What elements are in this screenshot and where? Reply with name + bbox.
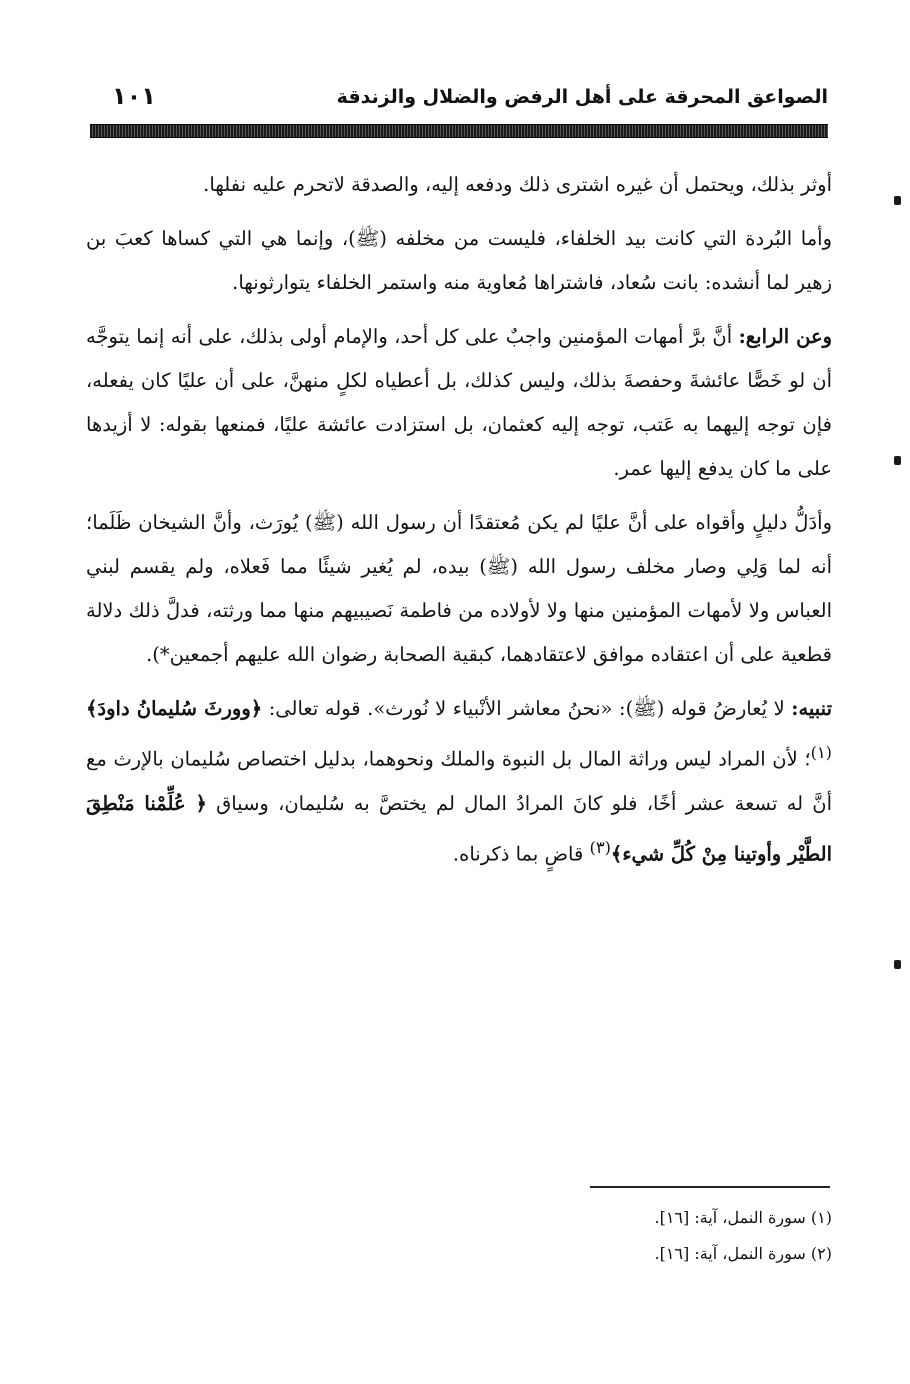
body-text xyxy=(86,163,832,886)
notice-lead: تنبيه: xyxy=(791,697,832,720)
margin-mark-2 xyxy=(894,456,901,465)
paragraph-lead: وعن الرابع: xyxy=(738,325,832,348)
notice-text-before: لا يُعارضُ قوله (ﷺ): «نحنُ معاشر الأنْبياء لا نُورث». قوله تعالى: xyxy=(262,697,792,720)
paragraph-1 xyxy=(86,163,832,207)
paragraph-3 xyxy=(86,315,832,491)
notice-text-after: قاضٍ بما ذكرناه. xyxy=(452,842,590,865)
paragraph-2 xyxy=(86,217,832,305)
paragraph-text: وأدَلُّ دليلٍ وأقواه على أنَّ عليًا لم يكن مُعتقدًا أن رسول الله (ﷺ) يُورَث، وأنَّ الشيخان ظَلَما؛ أنه لما وَلِي وصار مخلف رسول الله (ﷺ) بيده، لم يُغير شيئًا مما فَعلاه، ولم يقسم لبني العباس ولا لأمهات المؤمنين منها ولا لأولاده من فاطمة نَصيبيهم منها مما ورثته، فدلَّ ذلك دلالة قطعية على أن اعتقاده موافق لاعتقادهما، كبقية الصحابة رضوان الله عليهم أجمعين*). xyxy=(86,511,833,666)
running-header xyxy=(90,80,828,122)
margin-mark-1 xyxy=(894,196,901,205)
margin-mark-3 xyxy=(894,960,901,969)
quran-verse-2: ﴿ عُلِّمْنا مَنْطِقَ الطَّيْر وأوتينا مِنْ كُلِّ شيء﴾ xyxy=(86,791,832,865)
paragraph-text: وأما البُردة التي كانت بيد الخلفاء، فليست من مخلفه (ﷺ)، وإنما هي التي كساها كعبَ بن زهير لما أنشده: بانت سُعاد، فاشتراها مُعاوية منه واستمر الخلفاء يتوارثونها. xyxy=(86,227,832,294)
quran-verse-1: ﴿وورثَ سُليمانُ داودَ﴾ xyxy=(86,697,263,720)
footnotes xyxy=(500,1200,832,1272)
paragraph-notice xyxy=(86,687,832,876)
paragraph-text: أوثر بذلك، ويحتمل أن غيره اشترى ذلك ودفعه إليه، والصدقة لاتحرم عليه نفلها. xyxy=(203,173,832,196)
footnote-2: (٢) سورة النمل، آية: [١٦]. xyxy=(654,1244,832,1263)
page-number: ١٠١ xyxy=(112,82,156,110)
notice-text-middle: ؛ لأن المراد ليس وراثة المال بل النبوة والملك ونحوهما، بدليل اختصاص سُليمان بالإرث مع أنَّ له تسعة عشر أخًا، فلو كانَ المرادُ المال لم يختصَّ به سُليمان، وسياق xyxy=(86,747,832,815)
footnote-ref-2: (٣) xyxy=(589,837,611,857)
footnote-separator xyxy=(590,1186,830,1188)
book-title: الصواعق المحرقة على أهل الرفض والضلال والزندقة xyxy=(336,86,828,108)
header-rule xyxy=(90,124,828,138)
paragraph-text: أنَّ برَّ أمهات المؤمنين واجبٌ على كل أحد، والإمام أولى بذلك، على أنه إنما يتوجَّه أن لو خَصًّا عائشةَ وحفصةَ بذلك، وليس كذلك، بل أعطياه لكلٍ منهنَّ، على أن عليًا كان يفعله، فإن توجه إليهما به عَتب، توجه إليه كعثمان، بل استزادت عائشة عليًا، فمنعها بقوله: لا أزيدها على ما كان يدفع إليها عمر. xyxy=(86,325,832,480)
paragraph-4 xyxy=(86,501,832,677)
footnote-1: (١) سورة النمل، آية: [١٦]. xyxy=(654,1208,832,1227)
footnote-ref-1: (١) xyxy=(810,743,832,762)
